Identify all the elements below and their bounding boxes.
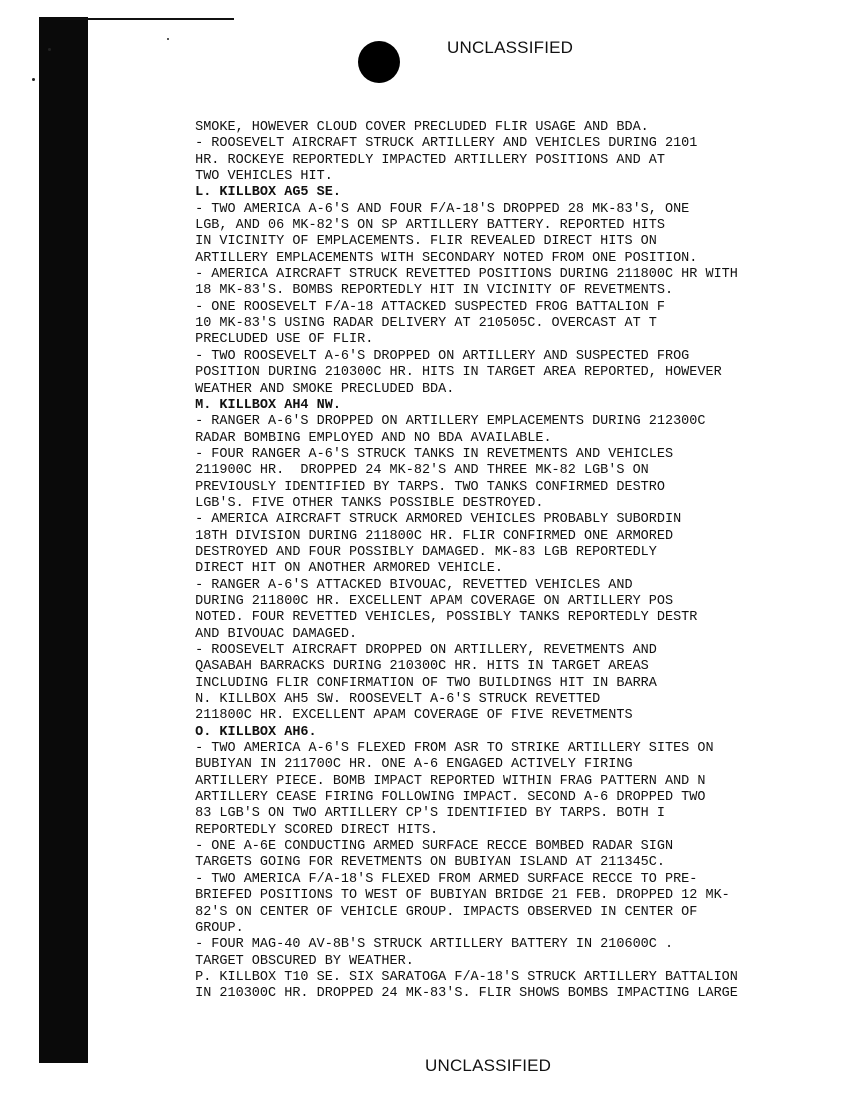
scan-speck (32, 78, 35, 81)
text-line: 82'S ON CENTER OF VEHICLE GROUP. IMPACTS OBSERVED IN CENTER OF (187, 904, 698, 920)
text-line: - ROOSEVELT AIRCRAFT DROPPED ON ARTILLERY, REVETMENTS AND (187, 643, 657, 658)
text-line: POSITION DURING 210300C HR. HITS IN TARGET AREA REPORTED, HOWEVER (187, 365, 722, 381)
text-line: - TWO AMERICA A-6'S AND FOUR F/A-18'S DROPPED 28 MK-83'S, ONE (187, 201, 698, 217)
text-line: NOTED. FOUR REVETTED VEHICLES, POSSIBLY TANKS REPORTEDLY DESTR (187, 610, 698, 626)
text-line: DURING 211800C HR. EXCELLENT APAM COVERAGE ON ARTILLERY POS (187, 593, 674, 609)
text-line: - TWO ROOSEVELT A-6'S DROPPED ON ARTILLERY AND SUSPECTED FROG (187, 348, 690, 364)
footer-classification: UNCLASSIFIED (425, 1056, 552, 1075)
text-line: 83 LGB'S ON TWO ARTILLERY CP'S IDENTIFIED BY TARPS. BOTH I (187, 806, 665, 822)
text-line: N. KILLBOX AH5 SW. ROOSEVELT A-6'S STRUCK REVETTED (187, 692, 601, 708)
text-line: RADAR BOMBING EMPLOYED AND NO BDA AVAILABLE. (187, 430, 552, 446)
text-line: BUBIYAN IN 211700C HR. ONE A-6 ENGAGED ACTIVELY FIRING (187, 757, 633, 773)
section-heading: O. KILLBOX AH6. (187, 724, 317, 740)
text-line: LGB, AND 06 MK-82'S ON SP ARTILLERY BATTERY. REPORTED HITS (187, 218, 674, 234)
text-line: SMOKE, HOWEVER CLOUD COVER PRECLUDED FLIR USAGE AND BDA. (187, 120, 649, 135)
document-body (187, 120, 847, 1003)
text-line: TARGET OBSCURED BY WEATHER. (187, 953, 414, 969)
text-line: TWO VEHICLES HIT. (187, 169, 333, 185)
section-heading: M. KILLBOX AH4 NW. (187, 397, 341, 413)
text-line: - ROOSEVELT AIRCRAFT STRUCK ARTILLERY AND VEHICLES DURING 2101 (187, 136, 698, 152)
text-line: PRECLUDED USE OF FLIR. (187, 332, 374, 348)
text-line: 10 MK-83'S USING RADAR DELIVERY AT 210505C. OVERCAST AT T (187, 316, 657, 332)
text-line: - TWO AMERICA F/A-18'S FLEXED FROM ARMED SURFACE RECCE TO PRE- (187, 871, 698, 887)
text-line: 211800C HR. EXCELLENT APAM COVERAGE OF FIVE REVETMENTS (187, 708, 633, 724)
text-line: PREVIOUSLY IDENTIFIED BY TARPS. TWO TANKS CONFIRMED DESTRO (187, 479, 665, 495)
text-line: GROUP. (187, 920, 244, 936)
text-line: 211900C HR. DROPPED 24 MK-82'S AND THREE MK-82 LGB'S ON (187, 463, 649, 479)
text-line: - AMERICA AIRCRAFT STRUCK REVETTED POSITIONS DURING 211800C HR WITH (187, 267, 738, 283)
text-line: ARTILLERY PIECE. BOMB IMPACT REPORTED WITHIN FRAG PATTERN AND N (187, 773, 706, 789)
text-line: HR. ROCKEYE REPORTEDLY IMPACTED ARTILLERY POSITIONS AND AT (187, 152, 674, 168)
text-line: AND BIVOUAC DAMAGED. (187, 626, 358, 642)
text-line: - ONE A-6E CONDUCTING ARMED SURFACE RECCE BOMBED RADAR SIGN (187, 839, 674, 855)
text-line: LGB'S. FIVE OTHER TANKS POSSIBLE DESTROYED. (187, 495, 544, 511)
text-line: BRIEFED POSITIONS TO WEST OF BUBIYAN BRIDGE 21 FEB. DROPPED 12 MK- (187, 888, 730, 904)
scan-top-rule (60, 18, 234, 20)
text-line: ARTILLERY CEASE FIRING FOLLOWING IMPACT. SECOND A-6 DROPPED TWO (187, 790, 706, 806)
text-line: ARTILLERY EMPLACEMENTS WITH SECONDARY NOTED FROM ONE POSITION. (187, 250, 698, 266)
text-line: TARGETS GOING FOR REVETMENTS ON BUBIYAN ISLAND AT 211345C. (187, 855, 665, 871)
section-heading: L. KILLBOX AG5 SE. (187, 185, 341, 201)
text-line: WEATHER AND SMOKE PRECLUDED BDA. (187, 381, 455, 397)
text-line: 18TH DIVISION DURING 211800C HR. FLIR CONFIRMED ONE ARMORED (187, 528, 674, 544)
text-line: QASABAH BARRACKS DURING 210300C HR. HITS IN TARGET AREAS (187, 659, 649, 675)
text-line: DIRECT HIT ON ANOTHER ARMORED VEHICLE. (187, 561, 503, 577)
text-line: - ONE ROOSEVELT F/A-18 ATTACKED SUSPECTED FROG BATTALION F (187, 299, 665, 315)
text-line: - AMERICA AIRCRAFT STRUCK ARMORED VEHICLES PROBABLY SUBORDIN (187, 512, 682, 528)
text-line: 18 MK-83'S. BOMBS REPORTEDLY HIT IN VICINITY OF REVETMENTS. (187, 283, 674, 299)
text-line: - FOUR MAG-40 AV-8B'S STRUCK ARTILLERY BATTERY IN 210600C . (187, 937, 674, 953)
text-line: DESTROYED AND FOUR POSSIBLY DAMAGED. MK-83 LGB REPORTEDLY (187, 544, 657, 560)
text-line: INCLUDING FLIR CONFIRMATION OF TWO BUILDINGS HIT IN BARRA (187, 675, 657, 691)
text-line: IN VICINITY OF EMPLACEMENTS. FLIR REVEALED DIRECT HITS ON (187, 234, 657, 250)
text-line: REPORTEDLY SCORED DIRECT HITS. (187, 822, 439, 838)
text-line: - RANGER A-6'S ATTACKED BIVOUAC, REVETTED VEHICLES AND (187, 577, 633, 593)
text-line: P. KILLBOX T10 SE. SIX SARATOGA F/A-18'S STRUCK ARTILLERY BATTALION (187, 969, 738, 985)
scan-edge-bar (39, 17, 88, 1063)
text-line: - TWO AMERICA A-6'S FLEXED FROM ASR TO STRIKE ARTILLERY SITES ON (187, 741, 714, 757)
text-line: - RANGER A-6'S DROPPED ON ARTILLERY EMPLACEMENTS DURING 212300C (187, 414, 706, 430)
text-line: - FOUR RANGER A-6'S STRUCK TANKS IN REVETMENTS AND VEHICLES (187, 446, 674, 462)
header-classification: UNCLASSIFIED (447, 38, 574, 57)
text-line: IN 210300C HR. DROPPED 24 MK-83'S. FLIR SHOWS BOMBS IMPACTING LARGE (187, 986, 738, 1002)
